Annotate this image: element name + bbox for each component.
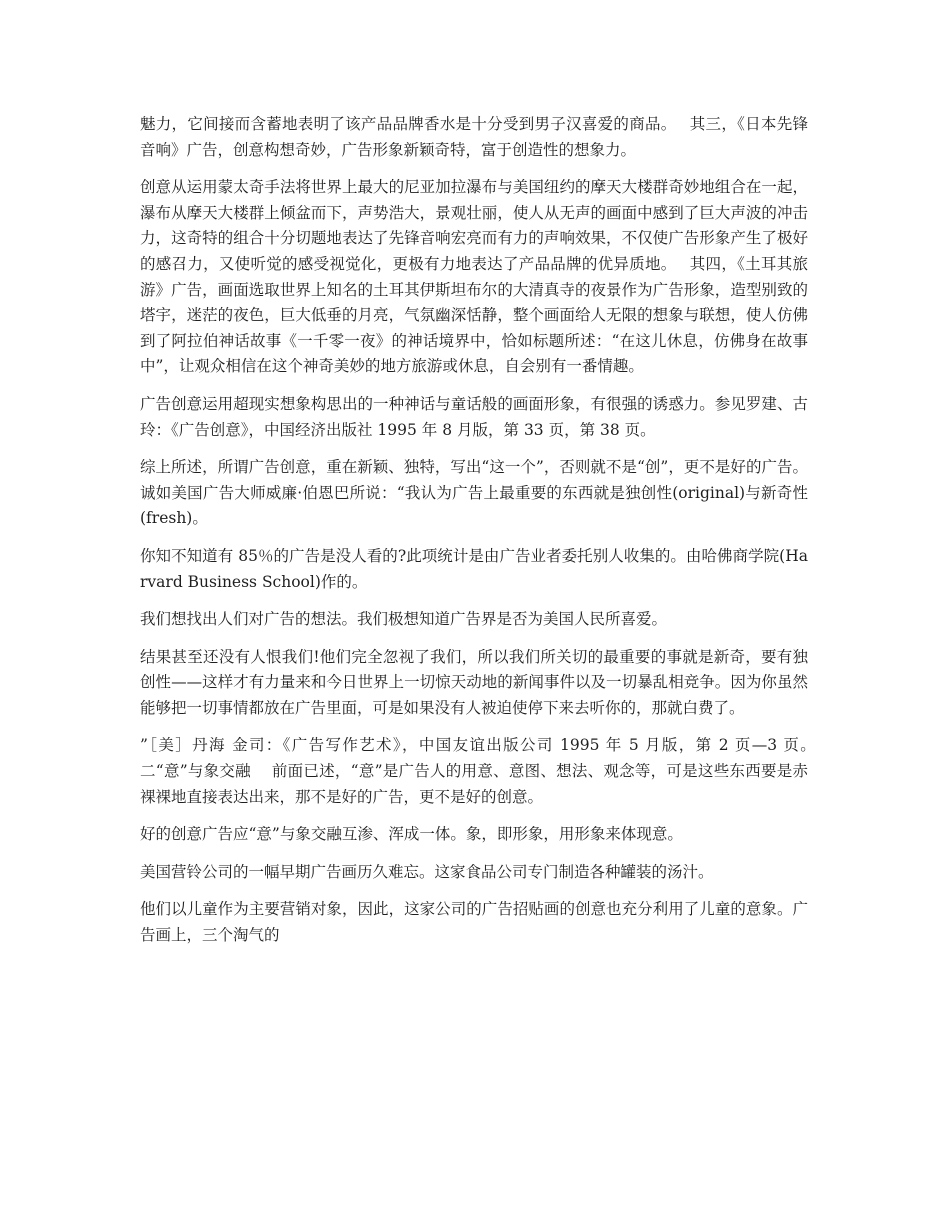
paragraph: 他们以儿童作为主要营销对象，因此，这家公司的广告招贴画的创意也充分利用了儿童的意象。广告画上，三个淘气的	[140, 900, 808, 945]
document-page	[140, 112, 906, 961]
paragraph: 广告创意运用超现实想象构思出的一种神话与童话般的画面形象，有很强的诱惑力。参见罗建、古玲：《广告创意》，中国经济出版社 1995 年 8 月版，第 33 页，第 38 页。	[140, 394, 808, 439]
paragraph: 我们想找出人们对广告的想法。我们极想知道广告界是否为美国人民所喜爱。	[140, 610, 668, 629]
paragraph: 魅力，它间接而含蓄地表明了该产品品牌香水是十分受到男子汉喜爱的商品。 其三，《日本先锋音响》广告，创意构想奇妙，广告形象新颖奇特，富于创造性的想象力。	[140, 115, 808, 159]
paragraph: 综上所述，所谓广告创意，重在新颖、独特，写出“这一个”，否则就不是“创”，更不是好的广告。诚如美国广告大师威廉·伯恩巴所说：“我认为广告上最重要的东西就是独创性(original)与新奇性(fresh)。	[140, 458, 808, 528]
paragraph: ”［美］丹海 金司：《广告写作艺术》，中国友谊出版公司 1995 年 5 月版，第 2 页—3 页。 二“意”与象交融 前面已述，“意”是广告人的用意、意图、想法、观念等，可是这些东西要是赤裸裸地直接表达出来，那不是好的广告，更不是好的创意。	[140, 736, 906, 806]
paragraph: 你知不知道有 85％的广告是没人看的?此项统计是由广告业者委托别人收集的。由哈佛商学院(Harvard Business School)作的。	[140, 546, 808, 591]
paragraph: 创意从运用蒙太奇手法将世界上最大的尼亚加拉瀑布与美国纽约的摩天大楼群奇妙地组合在一起，瀑布从摩天大楼群上倾盆而下，声势浩大，景观壮丽，使人从无声的画面中感到了巨大声波的冲击力，这奇特的组合十分切题地表达了先锋音响宏亮而有力的声响效果，不仅使广告形象产生了极好的感召力，又使听觉的感受视觉化，更极有力地表达了产品品牌的优异质地。 其四，《土耳其旅游》广告，画面选取世界上知名的土耳其伊斯坦布尔的大清真寺的夜景作为广告形象，造型别致的塔宇，迷茫的夜色，巨大低垂的月亮，气氛幽深恬静，整个画面给人无限的想象与联想，使人仿佛到了阿拉伯神话故事《一千零一夜》的神话境界中，恰如标题所述：“在这儿休息，仿佛身在故事中”，让观众相信在这个神奇美妙的地方旅游或休息，自会别有一番情趣。	[140, 178, 808, 376]
paragraph: 好的创意广告应“意”与象交融互渗、浑成一体。象，即形象，用形象来体现意。	[140, 825, 683, 844]
paragraph: 美国营铃公司的一幅早期广告画历久难忘。这家食品公司专门制造各种罐装的汤汁。	[140, 862, 714, 881]
paragraph: 结果甚至还没有人恨我们!他们完全忽视了我们，所以我们所关切的最重要的事就是新奇，要有独创性——这样才有力量来和今日世界上一切惊天动地的新闻事件以及一切暴乱相竞争。因为你虽然能够把一切事情都放在广告里面，可是如果没有人被迫使停下来去听你的，那就白费了。	[140, 647, 808, 717]
